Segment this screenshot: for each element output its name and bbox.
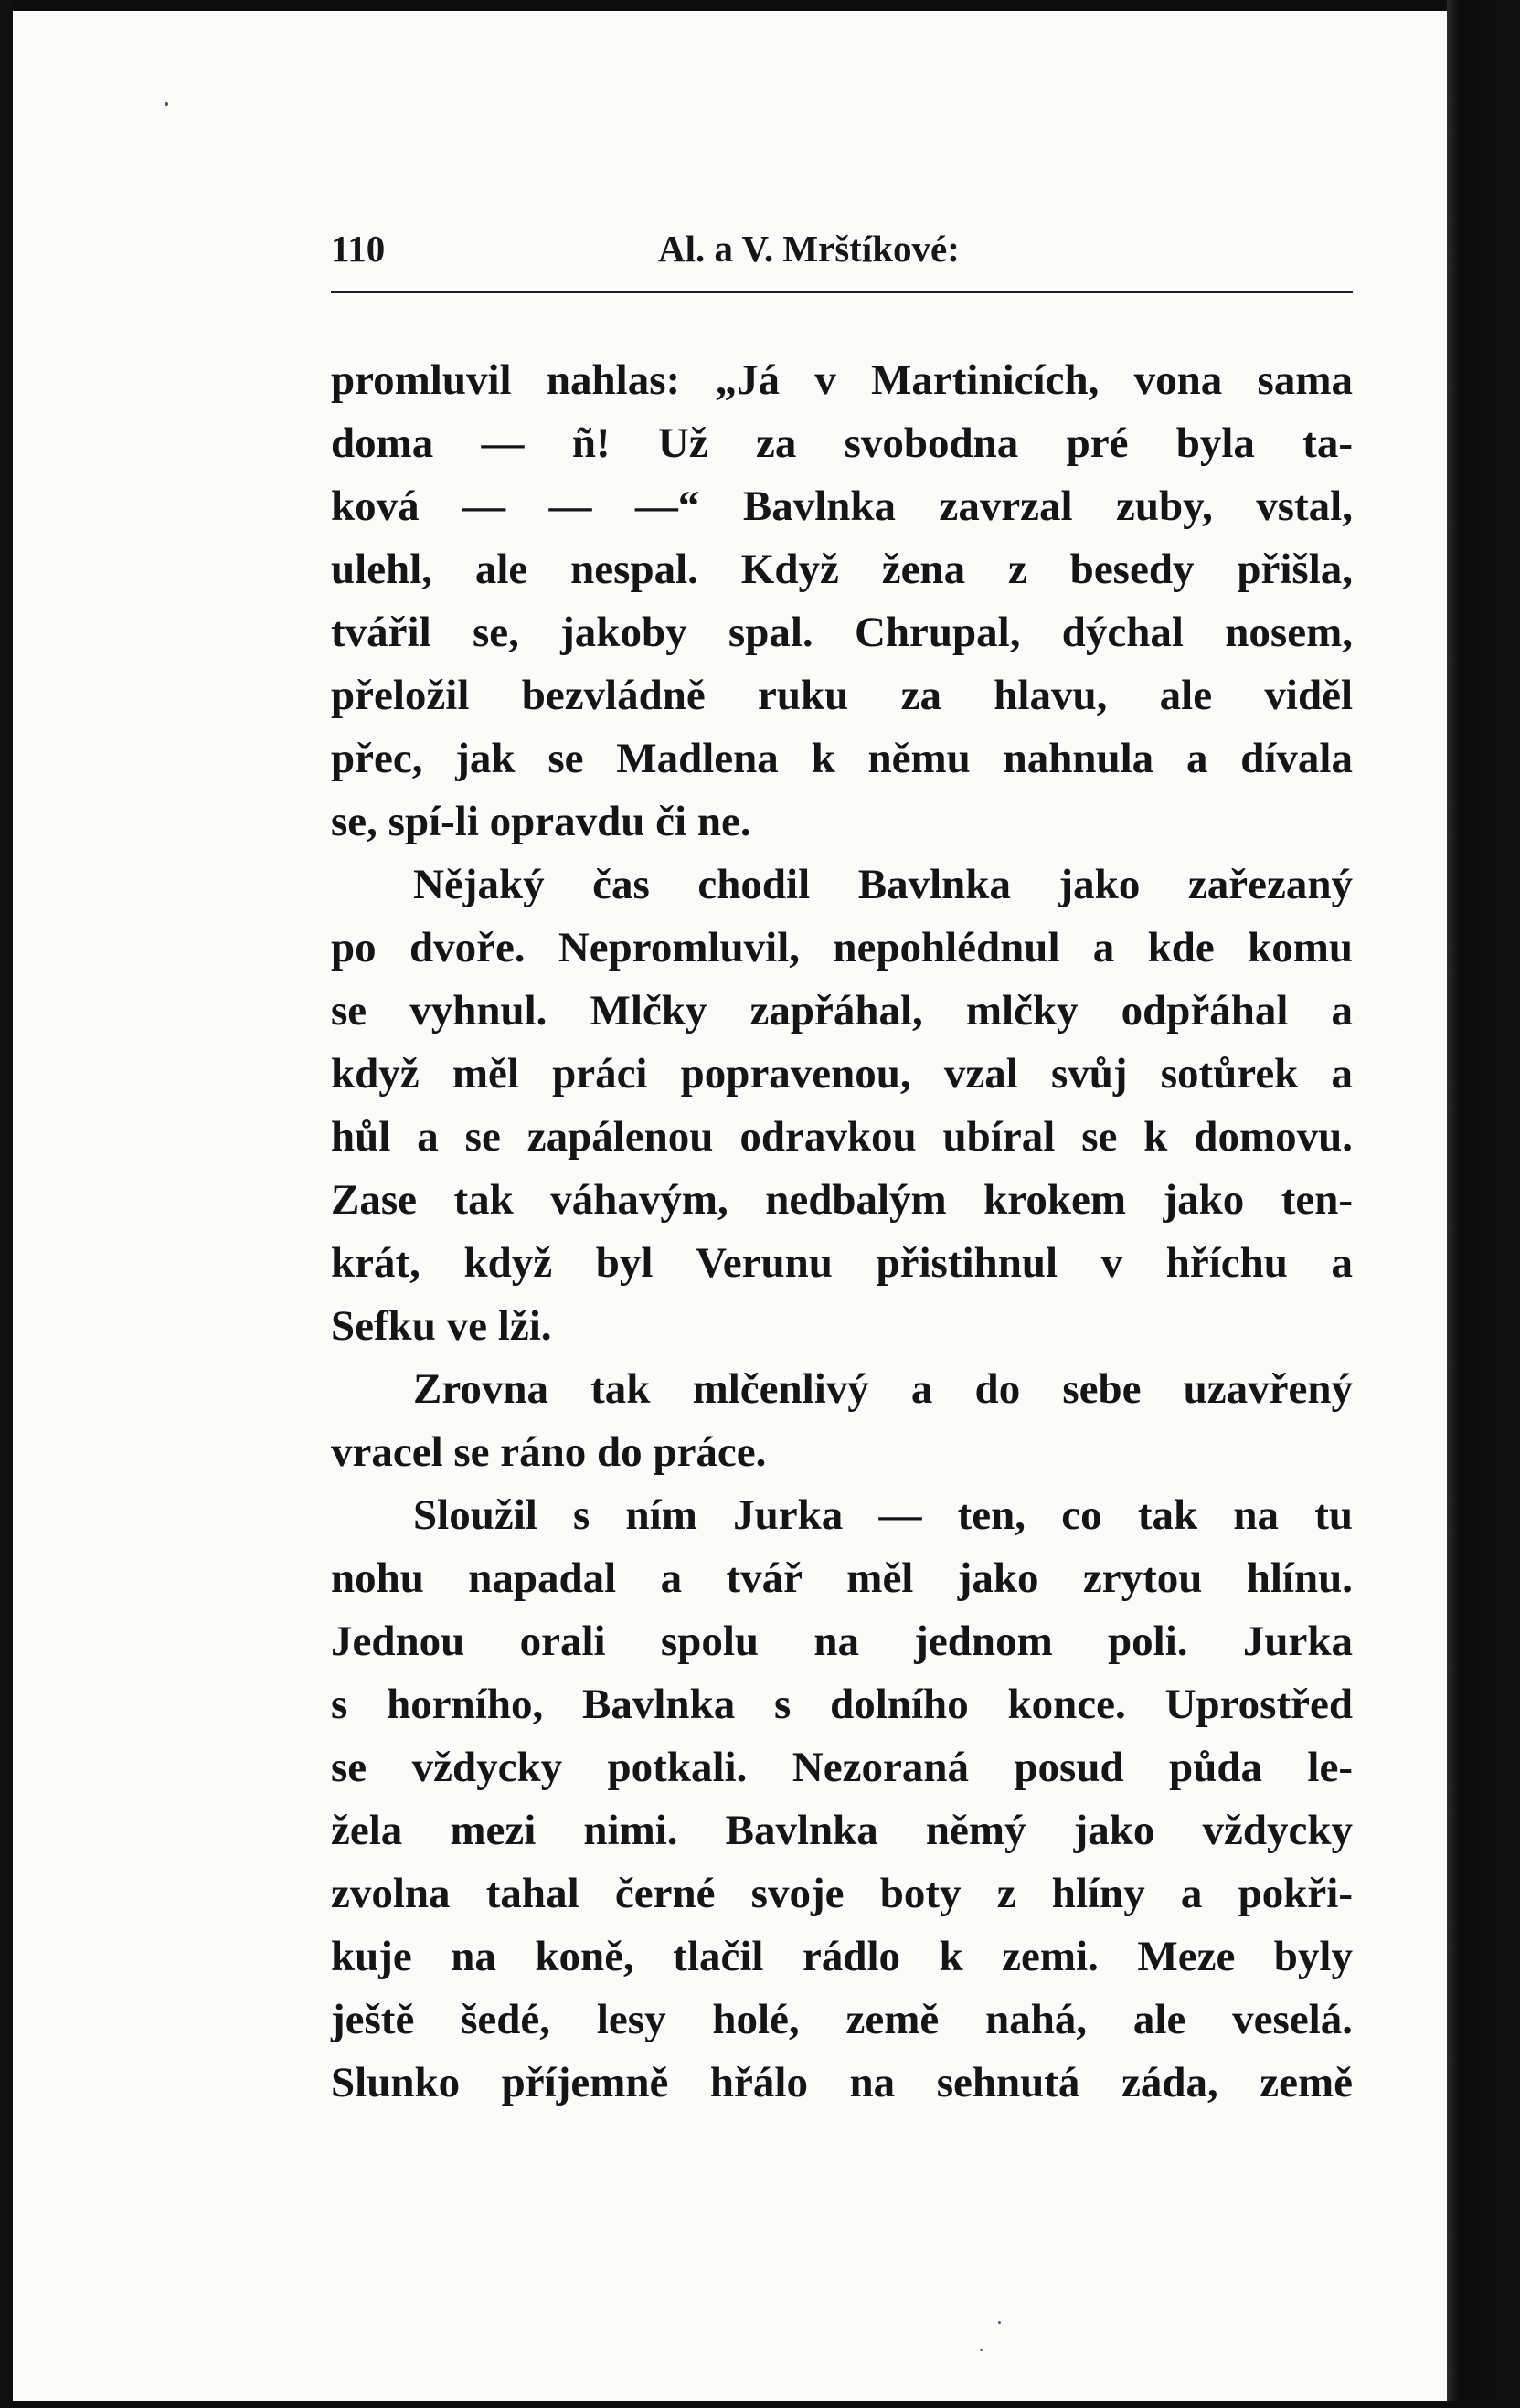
text-line: kuje na koně, tlačil rádlo k zemi. Meze byly [331,1933,1353,1980]
text-line: krát, když byl Verunu přistihnul v hříchu a [331,1239,1353,1287]
text-line: žela mezi nimi. Bavlnka němý jako vždycky [331,1807,1353,1854]
header-rule [331,291,1353,293]
text-line: nohu napadal a tvář měl jako zrytou hlínu. [331,1554,1353,1602]
text-line: tvářil se, jakoby spal. Chrupal, dýchal nosem, [331,609,1353,656]
text-line: doma — ñ! Už za svobodna pré byla ta- [331,419,1353,467]
scan-border-left [0,0,13,2408]
text-line: Sloužil s ním Jurka — ten, co tak na tu [413,1491,1353,1539]
text-line: přeložil bezvládně ruku za hlavu, ale viděl [331,672,1353,719]
scan-border-top [0,0,1520,11]
text-line: když měl práci popravenou, vzal svůj sotůrek a [331,1050,1353,1098]
text-line: hůl a se zapálenou odravkou ubíral se k domovu. [331,1113,1353,1161]
text-line: Zrovna tak mlčenlivý a do sebe uzavřený [413,1365,1353,1413]
text-line: Zase tak váhavým, nedbalým krokem jako ten- [331,1176,1353,1224]
text-line: Jednou orali spolu na jednom poli. Jurka [331,1618,1353,1665]
text-line: s horního, Bavlnka s dolního konce. Uprostřed [331,1681,1353,1728]
page-number: 110 [331,228,386,270]
text-line: zvolna tahal černé svoje boty z hlíny a pokři- [331,1870,1353,1917]
text-line: ková — — —“ Bavlnka zavrzal zuby, vstal, [331,483,1353,530]
text-line: Nějaký čas chodil Bavlnka jako zařezaný [413,861,1353,908]
dust-speck [980,2349,983,2351]
running-head [331,227,1353,281]
scan-border-bottom [0,2401,1520,2408]
scan-border-right [1447,0,1520,2408]
text-line: se vždycky potkali. Nezoraná posud půda le- [331,1744,1353,1791]
body-text [331,349,1353,2115]
dust-speck [165,102,168,106]
text-line: po dvoře. Nepromluvil, nepohlédnul a kde komu [331,924,1353,971]
text-line: promluvil nahlas: „Já v Martinicích, vona sama [331,356,1353,404]
dust-speck [998,2321,1001,2324]
running-title: Al. a V. Mrštíkové: [658,228,960,270]
text-line: se vyhnul. Mlčky zapřáhal, mlčky odpřáhal a [331,987,1353,1034]
text-line: vracel se ráno do práce. [331,1428,767,1476]
text-line: Sefku ve lži. [331,1302,552,1350]
text-line: přec, jak se Madlena k němu nahnula a dívala [331,735,1353,782]
text-line: ulehl, ale nespal. Když žena z besedy přišla, [331,546,1353,593]
text-line: Slunko příjemně hřálo na sehnutá záda, země [331,2059,1353,2106]
text-line: ještě šedé, lesy holé, země nahá, ale veselá. [331,1996,1353,2043]
text-line: se, spí-li opravdu či ne. [331,798,751,845]
